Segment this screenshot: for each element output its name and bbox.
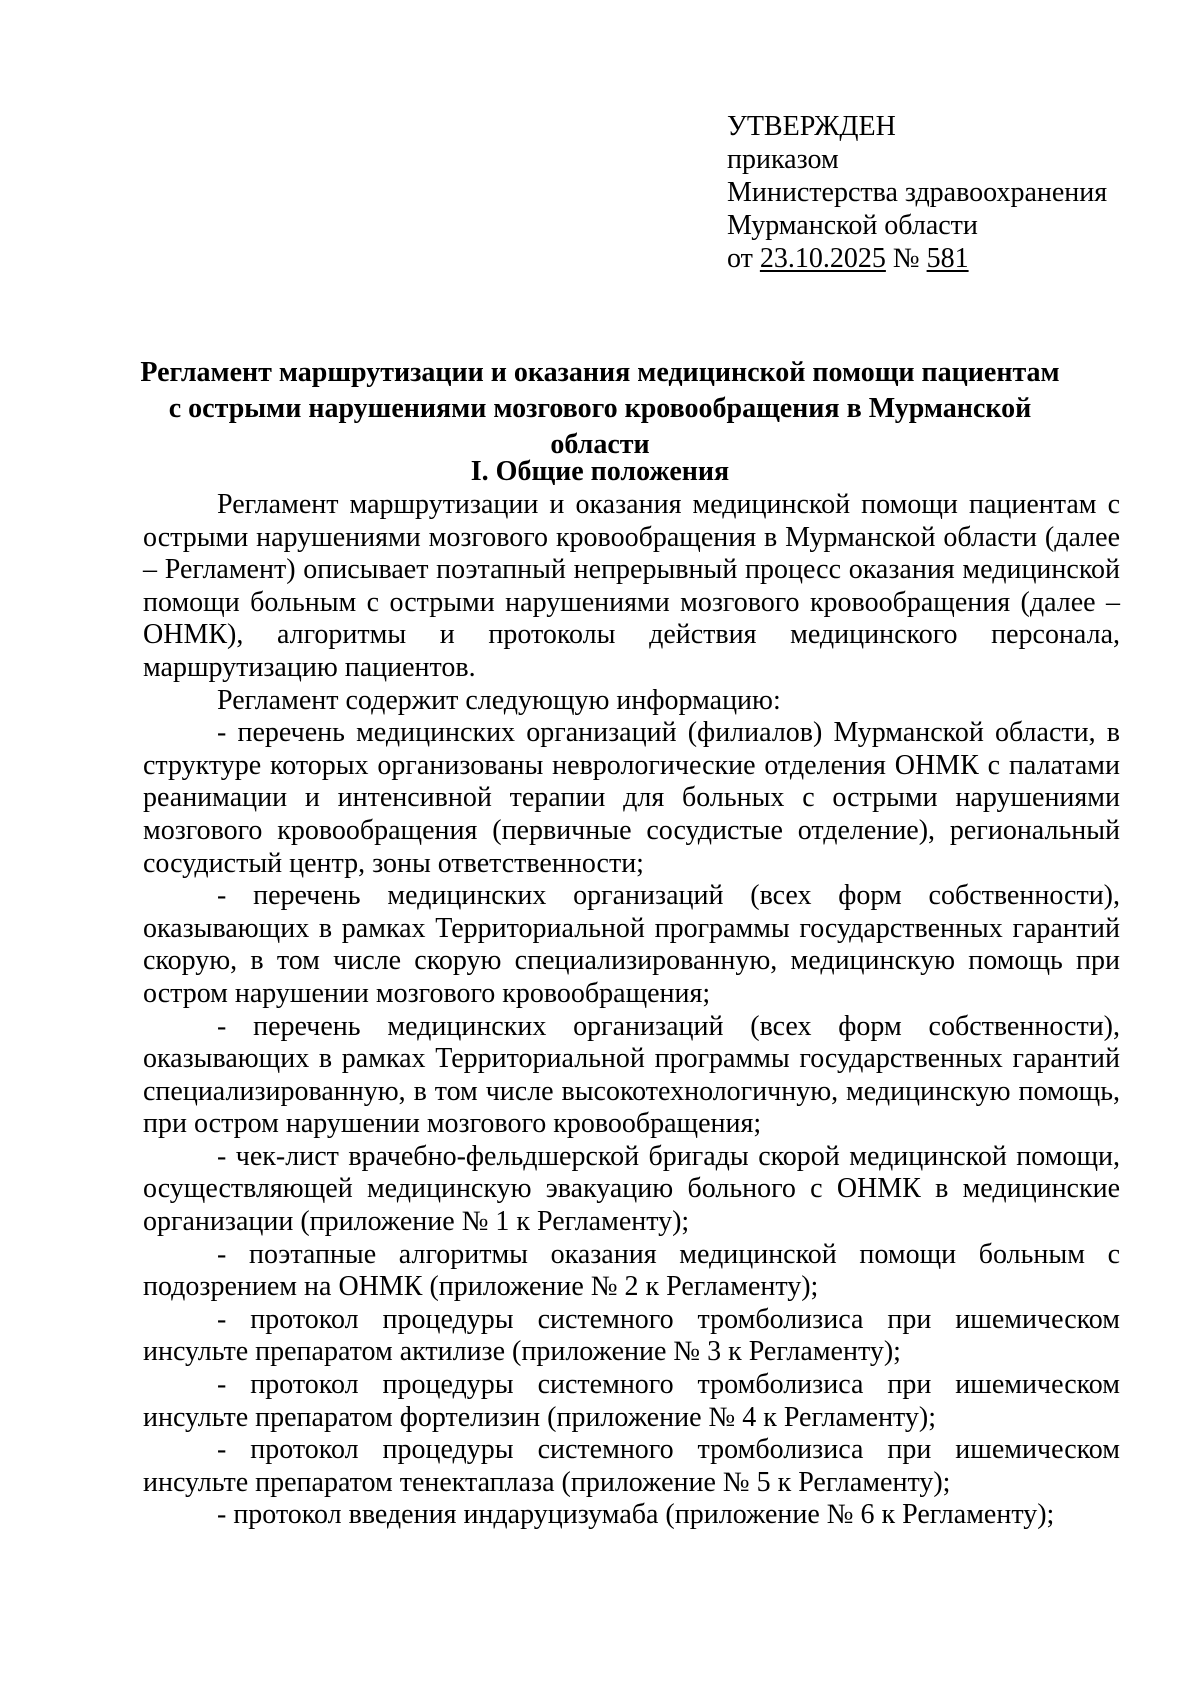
approval-date: 23.10.2025 [759,243,886,274]
approval-number-prefix: № [885,243,927,274]
approval-line-region: Мурманской области [727,210,978,241]
list-item: - поэтапные алгоритмы оказания медицинской помощи больным с подозрением на ОНМК (приложение № 2 к Регламенту); [143,1238,1120,1303]
list-item: - протокол процедуры системного тромболизиса при ишемическом инсульте препаратом тенектаплаза (приложение № 5 к Регламенту); [143,1434,1120,1498]
contents-intro: Регламент содержит следующую информацию: [217,684,781,716]
list-item: - протокол процедуры системного тромболизиса при ишемическом инсульте препаратом актилизе (приложение № 3 к Регламенту); [143,1303,1120,1368]
section-heading: I. Общие положения [470,456,730,487]
document-title: Регламент маршрутизации и оказания медицинской помощи пациентам с острыми нарушениями мозгового кровообращения в Мурманской области [140,357,1060,460]
list-item: - перечень медицинских организаций (всех форм собственности), оказывающих в рамках Территориальной программы государственных гарантий скорую, в том числе скорую специализированную, медицинскую помощь при остром нарушении мозгового кровообращения; [143,880,1120,1009]
list-item: - протокол процедуры системного тромболизиса при ишемическом инсульте препаратом фортелизин (приложение № 4 к Регламенту); [143,1369,1120,1433]
approval-number: 581 [926,243,969,274]
approval-line-ministry: Министерства здравоохранения [727,177,1108,208]
intro-paragraph: Регламент маршрутизации и оказания медицинской помощи пациентам с острыми нарушениями мозгового кровообращения в Мурманской области (далее – Регламент) описывает поэтапный непрерывный процесс оказания медицинской помощи больным с острыми нарушениями мозгового кровообращения (далее – ОНМК), алгоритмы и протоколы действия медицинского персонала, маршрутизацию пациентов. [143,489,1120,683]
approval-line-order: приказом [727,144,839,175]
list-item: - чек-лист врачебно-фельдшерской бригады скорой медицинской помощи, осуществляющей медицинскую эвакуацию больного с ОНМК в медицинские организации (приложение № 1 к Регламенту); [143,1140,1120,1238]
document-body [143,489,1120,1532]
approval-stamp [727,110,1107,275]
list-item: - протокол введения индаруцизумаба (приложение № 6 к Регламенту); [217,1499,1055,1531]
list-item: - перечень медицинских организаций (филиалов) Мурманской области, в структуре которых организованы неврологические отделения ОНМК с палатами реанимации и интенсивной терапии для больных с острыми нарушениями мозгового кровообращения (первичные сосудистые отделение), региональный сосудистый центр, зоны ответственности; [143,717,1120,879]
approval-date-line [727,242,1107,275]
approval-line-approved: УТВЕРЖДЕН [727,111,896,142]
list-item: - перечень медицинских организаций (всех форм собственности), оказывающих в рамках Территориальной программы государственных гарантий специализированную, в том числе высокотехнологичную, медицинскую помощь, при остром нарушении мозгового кровообращения; [143,1010,1120,1140]
approval-date-prefix: от [727,243,760,274]
